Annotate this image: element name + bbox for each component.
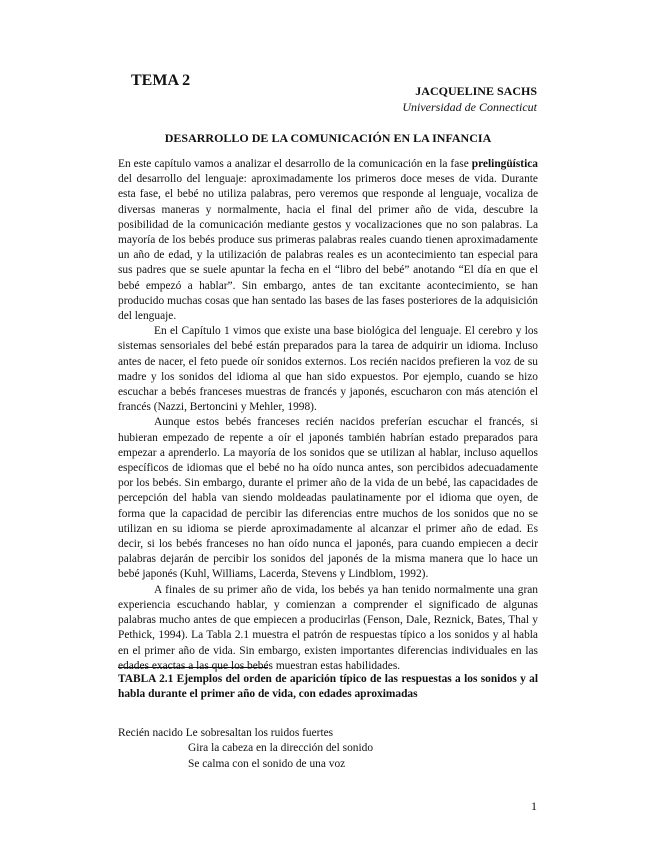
table-body — [118, 726, 373, 772]
paragraph: A finales de su primer año de vida, los bebés ya han tenido normalmente una gran experiencia escuchando hablar, y comienzan a comprender el significado de algunas palabras mucho antes de que empiecen a producirlas (Fenson, Dale, Reznick, Bates, Thal y Pethick, 1994). La Tabla 2.1 muestra el patrón de respuestas típico a los sonidos y al habla en el primer año de vida. Sin embargo, existen importantes diferencias individuales en las edades exactas a las que los bebés muestran estas habilidades. — [118, 583, 538, 672]
page-number: 1 — [531, 799, 537, 813]
table-row — [118, 726, 373, 741]
table-caption: TABLA 2.1 Ejemplos del orden de aparición típico de las respuestas a los sonidos y al habla durante el primer año de vida, con edades aproximadas — [118, 673, 538, 700]
emphasis-term: prelingüística — [471, 158, 538, 170]
response-item: Le sobresaltan los ruidos fuertes — [185, 727, 334, 739]
paragraph: En el Capítulo 1 vimos que existe una base biológica del lenguaje. El cerebro y los sistemas sensoriales del bebé están preparados para la tarea de adquirir un idioma. Incluso antes de nacer, el feto puede oír sonidos externos. Los recién nacidos prefieren la voz de su madre y los sonidos del idioma al que han sido expuestos. Por ejemplo, cuando se hizo escuchar a bebés franceses muestras de francés y japonés, escucharon con más atención el francés (Nazzi, Bertoncini y Mehler, 1998). — [118, 325, 538, 414]
age-label: Recién nacido — [118, 727, 183, 739]
table-row — [118, 757, 373, 772]
author-name: JACQUELINE SACHS — [415, 84, 537, 98]
paragraph-text: En este capítulo vamos a analizar el desarrollo de la comunicación en la fase — [118, 158, 472, 170]
divider — [118, 667, 268, 668]
paragraph: Aunque estos bebés franceses recién nacidos preferían escuchar el francés, si hubieran empezado de repente a oír el japonés también habrían estado preparados para empezar a aprenderlo. La mayoría de los sonidos que se utilizan al hablar, incluso aquellos específicos de idiomas que el bebé no ha oído nunca antes, son percibidos adecuadamente por los bebés. Sin embargo, durante el primer año de la vida de un bebé, las capacidades de percepción del habla van siendo moldeadas paulatinamente por el idioma que oyen, de forma que la capacidad de percibir las diferencias entre muchos de los sonidos que no se utilizan en su idioma se pierde aproximadamente al alcanzar el primer año de edad. Es decir, si los bebés franceses no han oído nunca el japonés, para cuando empiecen a decir palabras dejarán de percibir los sonidos del japonés de la misma manera que lo hace un bebé japonés (Kuhl, Williams, Lacerda, Stevens y Lindblom, 1992). — [118, 416, 538, 581]
paragraph-text: del desarrollo del lenguaje: aproximadamente los primeros doce meses de vida. Durante esta fase, el bebé no utiliza palabras, pero veremos que responde al lenguaje, vocaliza de diversas maneras y normalmente, hacia el final del primer año de vida, descubre la posibilidad de la comunicación mediante gestos y vocalizaciones que no son palabras. La mayoría de los bebés produce sus primeras palabras reales cuando tienen aproximadamente un año de edad, y la utilización de palabras reales es un acontecimiento tan especial para sus padres que se suele apuntar la fecha en el “libro del bebé” anotando “El día en que el bebé empezó a hablar”. Sin embargo, antes de tan excitante acontecimiento, se han producido muchas cosas que han sentado las bases de las fases posteriores de la adquisición del lenguaje. — [118, 173, 538, 323]
response-item: Gira la cabeza en la dirección del sonido — [188, 742, 374, 755]
paragraph — [118, 157, 538, 324]
body-text — [118, 157, 538, 674]
response-item: Se calma con el sonido de una voz — [188, 757, 346, 770]
author-affiliation: Universidad de Connecticut — [402, 100, 537, 114]
chapter-heading: TEMA 2 — [131, 72, 191, 89]
table-row — [118, 741, 373, 756]
document-title: DESARROLLO DE LA COMUNICACIÓN EN LA INFANCIA — [164, 131, 492, 145]
